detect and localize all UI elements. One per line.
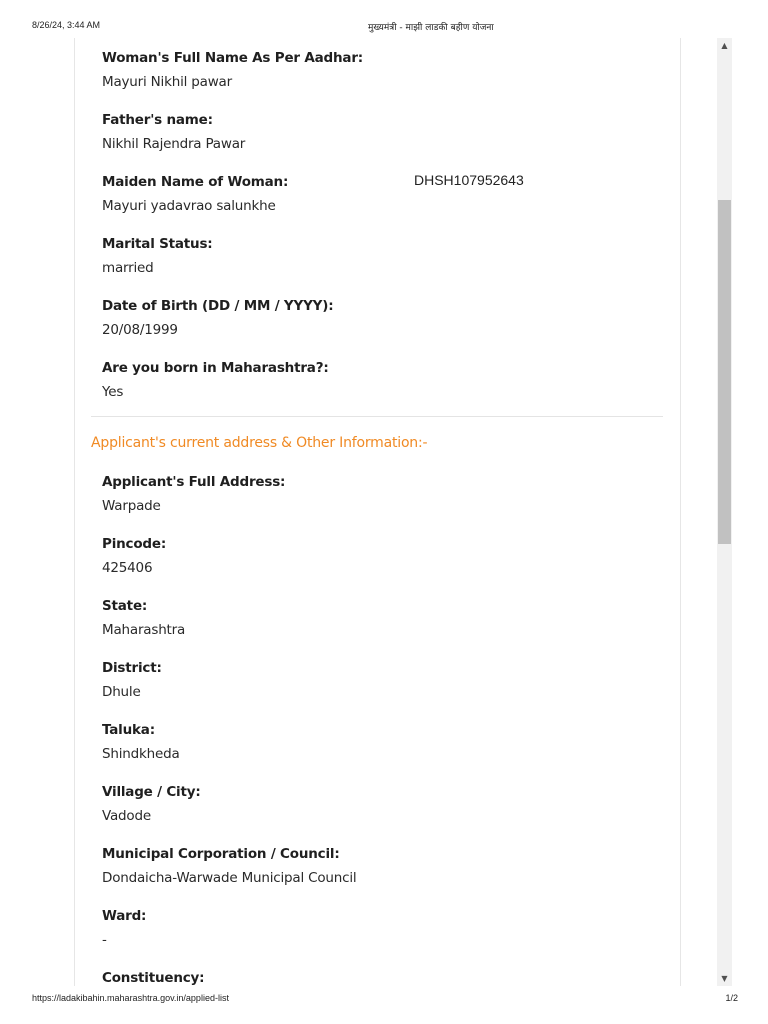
field-value: 425406 [102, 560, 153, 576]
print-page-number: 1/2 [725, 993, 738, 1003]
address-section-heading: Applicant's current address & Other Information:- [91, 435, 428, 451]
field-village-city [102, 783, 662, 825]
print-url: https://ladakibahin.maharashtra.gov.in/applied-list [32, 993, 229, 1003]
field-maiden-name [102, 173, 662, 215]
field-value: Shindkheda [102, 746, 180, 762]
field-label: Are you born in Maharashtra?: [102, 360, 329, 376]
field-marital-status [102, 235, 662, 277]
field-label: Father's name: [102, 112, 213, 128]
field-date-of-birth [102, 297, 662, 339]
field-value: married [102, 260, 154, 276]
field-label: Applicant's Full Address: [102, 474, 286, 490]
field-label: Ward: [102, 908, 147, 924]
field-label: Marital Status: [102, 236, 213, 252]
field-label: Pincode: [102, 536, 167, 552]
field-pincode [102, 535, 662, 577]
field-value: Nikhil Rajendra Pawar [102, 136, 246, 152]
application-details-panel [74, 38, 681, 986]
print-datetime: 8/26/24, 3:44 AM [32, 20, 101, 30]
print-page-title: मुख्यमंत्री - माझी लाडकी बहीण योजना [368, 23, 494, 33]
field-label: Woman's Full Name As Per Aadhar: [102, 50, 363, 66]
field-label: Maiden Name of Woman: [102, 174, 289, 190]
field-constituency [102, 969, 662, 986]
field-father-name [102, 111, 662, 153]
field-value: Yes [102, 384, 124, 400]
section-divider [91, 416, 663, 417]
field-label: Village / City: [102, 784, 201, 800]
scrollbar-thumb[interactable] [718, 200, 731, 544]
field-ward [102, 907, 662, 949]
field-born-in-maharashtra [102, 359, 662, 401]
field-label: District: [102, 660, 162, 676]
scroll-down-arrow[interactable] [717, 971, 732, 986]
field-value: Mayuri yadavrao salunkhe [102, 198, 276, 214]
field-label: State: [102, 598, 148, 614]
field-value: Vadode [102, 808, 151, 824]
field-full-address [102, 473, 662, 515]
field-label: Municipal Corporation / Council: [102, 846, 340, 862]
field-district [102, 659, 662, 701]
vertical-scrollbar[interactable] [717, 38, 732, 986]
field-taluka [102, 721, 662, 763]
field-value: Mayuri Nikhil pawar [102, 74, 232, 90]
scroll-up-arrow[interactable] [717, 38, 732, 53]
field-label: Constituency: [102, 970, 205, 986]
field-label: Taluka: [102, 722, 155, 738]
field-value: 20/08/1999 [102, 322, 178, 338]
field-value: Maharashtra [102, 622, 186, 638]
application-id: DHSH107952643 [414, 172, 524, 188]
field-value: Dondaicha-Warwade Municipal Council [102, 870, 357, 886]
field-label: Date of Birth (DD / MM / YYYY): [102, 298, 334, 314]
field-value: - [102, 932, 107, 948]
field-full-name [102, 49, 662, 91]
field-municipal-council [102, 845, 662, 887]
field-value: Warpade [102, 498, 161, 514]
triangle-down-icon: ▼ [721, 974, 728, 983]
triangle-up-icon: ▲ [721, 41, 728, 50]
field-value: Dhule [102, 684, 141, 700]
field-state [102, 597, 662, 639]
